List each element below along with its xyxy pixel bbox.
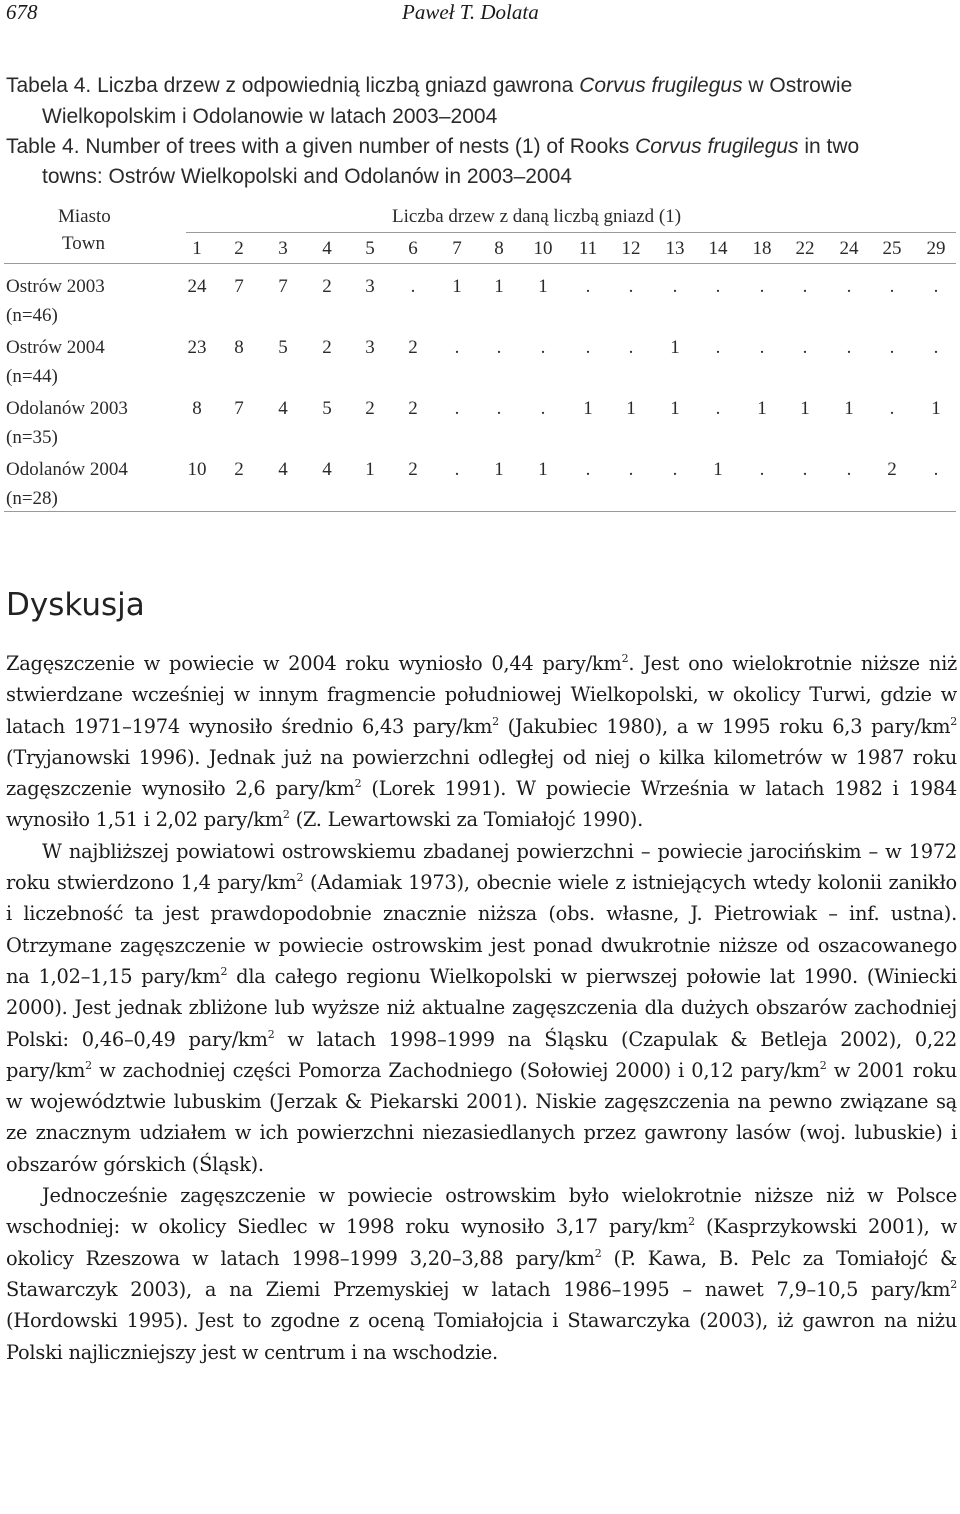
table-cell: 1	[670, 398, 680, 419]
paragraph-text: (Adamiak 1973), obecnie wiele z istniejących wtedy kolonii zanikło i liczebność ta jest prawdopodobnie znacznie niższa (obs. własne, J. Pietrowiak – inf. ustna). Otrzymane zagęszczenie w powiecie ostrowskim jest ponad dwukrotnie niższe od oszacowanego na 1,02–1,15 pary/km	[6, 871, 957, 988]
table-cell: .	[846, 276, 852, 297]
table-cell: .	[846, 337, 852, 358]
page-number: 678	[6, 0, 38, 24]
table-cell: .	[846, 459, 852, 480]
column-header: 2	[234, 238, 244, 259]
superscript: 2	[688, 1215, 695, 1229]
table-cell: 2	[408, 398, 418, 419]
table-cell: .	[889, 276, 895, 297]
table-cell: 2	[234, 459, 244, 480]
paragraph-text: Jednocześnie zagęszczenie w powiecie ostrowskim było wielokrotnie niższe niż w Polsce wschodniej: w okolicy Siedlec w 1998 roku wynosiło 3,17 pary/km	[6, 1184, 957, 1239]
column-header: 25	[882, 238, 902, 259]
row-label: Ostrów 2003	[6, 276, 105, 297]
table-cell: 1	[626, 398, 636, 419]
page-header	[0, 0, 960, 30]
discussion-text	[6, 648, 957, 1368]
table-cell: 4	[322, 459, 332, 480]
group-header: Liczba drzew z daną liczbą gniazd (1)	[392, 206, 682, 227]
table-cell: 1	[844, 398, 854, 419]
table-cell: 1	[583, 398, 593, 419]
table-cell: .	[454, 459, 460, 480]
paragraph-text: (Jakubiec 1980), a w 1995 roku 6,3 pary/km	[498, 714, 951, 738]
table-cell: .	[628, 459, 634, 480]
paragraph-text: (Kasprzykowski 2001), w okolicy Rzeszowa w latach 1998–1999 3,20–3,88 pary/km	[6, 1215, 957, 1270]
table-cell: .	[933, 459, 939, 480]
table-cell: 2	[365, 398, 375, 419]
paragraph-text: Zagęszczenie w powiecie w 2004 roku wyniosło 0,44 pary/km	[6, 652, 622, 675]
table-cell: .	[889, 398, 895, 419]
table-cell: 1	[365, 459, 375, 480]
caption-en-line-1: Table 4. Number of trees with a given number of nests (1) of Rooks Corvus frugilegus in two	[6, 135, 860, 158]
column-header: 22	[795, 238, 815, 259]
table-cell: .	[585, 459, 591, 480]
row-sample-size: (n=35)	[6, 427, 58, 448]
column-header: 7	[452, 238, 462, 259]
table-cell: 1	[713, 459, 723, 480]
row-label: Odolanów 2003	[6, 398, 128, 419]
table-cell: .	[759, 459, 765, 480]
superscript: 2	[950, 1277, 957, 1291]
table-cell: .	[802, 459, 808, 480]
superscript: 2	[621, 652, 629, 665]
column-header: 12	[621, 238, 641, 259]
caption-pl-line-1: Tabela 4. Liczba drzew z odpowiednią liczbą gniazd gawrona Corvus frugilegus w Ostrowie	[6, 74, 853, 97]
table-cell: 2	[322, 337, 332, 358]
table-cell: .	[410, 276, 416, 297]
column-header: 24	[839, 238, 859, 259]
table-cell: 23	[187, 337, 207, 358]
table-cell: 1	[538, 459, 548, 480]
column-header: 8	[494, 238, 504, 259]
table-cell: 1	[757, 398, 767, 419]
table-cell: .	[759, 276, 765, 297]
row-header-pl: Miasto	[58, 206, 111, 227]
column-header: 13	[665, 238, 685, 259]
table-cell: 7	[278, 276, 288, 297]
paragraph-text: (P. Kawa, B. Pelc za Tomiałojć & Stawarczyk 2003), a na Ziemi Przemyskiej w latach 1986–1995 – nawet 7,9–10,5 pary/km	[6, 1246, 958, 1301]
section-heading: Dyskusja	[6, 587, 145, 623]
table-cell: 1	[670, 337, 680, 358]
table-cell: 2	[408, 459, 418, 480]
table-cell: 8	[234, 337, 244, 358]
paragraph-text: (Lorek 1991). W powiecie Września w latach 1982 i 1984 wynosiło 1,51 i 2,02 pary/km	[6, 777, 957, 832]
superscript: 2	[950, 714, 957, 728]
table-cell: 1	[452, 276, 462, 297]
table-cell: .	[454, 337, 460, 358]
column-header: 11	[578, 238, 598, 259]
superscript: 2	[354, 777, 362, 791]
row-header-en: Town	[62, 233, 106, 254]
column-header: 5	[365, 238, 375, 259]
paragraph	[6, 1180, 957, 1368]
column-header: 6	[408, 238, 418, 259]
table-cell: 7	[234, 276, 244, 297]
column-header: 10	[533, 238, 553, 259]
paragraph-text: (Hordowski 1995). Jest to zgodne z oceną Tomiałojcia i Stawarczyka (2003), iż gawron na niżu Polski najliczniejszy jest w centrum i na wschodzie.	[6, 1309, 957, 1364]
superscript: 2	[85, 1058, 92, 1072]
table-cell: 10	[187, 459, 207, 480]
paragraph-text: (Tryjanowski 1996). Jednak już na powierzchni odległej od niej o kilka kilometrów w 1987 roku zagęszczenie wynosiło 2,6 pary/km	[6, 745, 957, 801]
table-cell: .	[540, 337, 546, 358]
table-cell: .	[628, 337, 634, 358]
table-cell: 24	[187, 276, 207, 297]
table-cell: 1	[494, 459, 504, 480]
column-header: 4	[322, 238, 332, 259]
paragraph-text: w 2001 roku w województwie lubuskim (Jerzak & Piekarski 2001). Niskie zagęszczenia na pewno związane są ze znacznym udziałem w ich powierzchni niezasiedlanych przez gawrony lasów (woj. lubuskie) i obszarów górskich (Śląsk).	[6, 1058, 957, 1176]
table-cell: .	[540, 398, 546, 419]
column-header: 29	[926, 238, 946, 259]
table-cell: .	[496, 398, 502, 419]
caption-en-line-2: towns: Ostrów Wielkopolski and Odolanów in 2003–2004	[42, 165, 572, 188]
table-cell: 1	[800, 398, 810, 419]
table-cell: .	[585, 337, 591, 358]
table-cell: 2	[322, 276, 332, 297]
table-cell: .	[454, 398, 460, 419]
row-label: Ostrów 2004	[6, 337, 105, 358]
superscript: 2	[267, 1027, 275, 1041]
table-cell: .	[802, 276, 808, 297]
table-cell: .	[585, 276, 591, 297]
nests-table	[0, 200, 960, 520]
caption-pl-species: Corvus frugilegus	[579, 74, 743, 97]
row-sample-size: (n=28)	[6, 488, 58, 509]
paragraph-text: w zachodniej części Pomorza Zachodniego (Sołowiej 2000) i 0,12 pary/km	[91, 1058, 820, 1082]
caption-pl-line-2: Wielkopolskim i Odolanowie w latach 2003–2004	[42, 105, 498, 128]
table-cell: 4	[278, 398, 288, 419]
superscript: 2	[220, 964, 228, 978]
table-cell: 8	[192, 398, 202, 419]
table-cell: 2	[408, 337, 418, 358]
superscript: 2	[296, 871, 304, 885]
table-cell: .	[715, 276, 721, 297]
header-bottom-rule	[4, 263, 956, 264]
table-cell: 4	[278, 459, 288, 480]
table-cell: .	[672, 276, 678, 297]
paragraph-text: . Jest ono wielokrotnie niższe niż stwierdzane wcześniej w innym fragmencie południowej Wielkopolski, w okolicy Turwi, gdzie w latach 1971–1974 wynosiło średnio 6,43 pary/km	[6, 652, 957, 738]
paragraph-text: w latach 1998–1999 na Śląsku (Czapulak & Betleja 2002), 0,22 pary/km	[6, 1027, 958, 1082]
table-cell: 5	[278, 337, 288, 358]
table-cell: .	[496, 337, 502, 358]
table-cell: .	[933, 276, 939, 297]
table-cell: 1	[494, 276, 504, 297]
paragraph	[6, 648, 957, 836]
superscript: 2	[594, 1246, 602, 1260]
table-cell: 3	[365, 276, 375, 297]
paragraph-text: W najbliższej powiatowi ostrowskiemu zbadanej powierzchni – powiecie jarocińskim – w 1972 roku stwierdzono 1,4 pary/km	[6, 839, 957, 895]
paragraph-text: (Z. Lewartowski za Tomiałojć 1990).	[289, 808, 644, 832]
paragraph	[6, 836, 957, 1180]
table-cell: .	[802, 337, 808, 358]
table-bottom-rule	[4, 511, 956, 512]
table-cell: 1	[931, 398, 941, 419]
row-sample-size: (n=44)	[6, 366, 58, 387]
caption-en-species: Corvus frugilegus	[635, 135, 799, 158]
table-cell: .	[672, 459, 678, 480]
running-head: Paweł T. Dolata	[402, 0, 539, 24]
row-label: Odolanów 2004	[6, 459, 128, 480]
superscript: 2	[819, 1058, 827, 1072]
header-rule	[186, 232, 956, 233]
table-cell: 3	[365, 337, 375, 358]
table-cell: .	[715, 398, 721, 419]
table-cell: 1	[538, 276, 548, 297]
superscript: 2	[492, 714, 499, 728]
table-cell: 2	[887, 459, 897, 480]
column-header: 1	[192, 238, 202, 259]
table-cell: .	[889, 337, 895, 358]
table-cell: .	[628, 276, 634, 297]
superscript: 2	[282, 808, 290, 822]
row-sample-size: (n=46)	[6, 305, 58, 326]
table-cell: 7	[234, 398, 244, 419]
column-header: 3	[278, 238, 288, 259]
table-cell: 5	[322, 398, 332, 419]
paragraph-text: dla całego regionu Wielkopolski w pierwszej połowie lat 1990. (Winiecki 2000). Jest jednak zbliżone lub wyższe niż aktualne zagęszczenia dla dużych obszarów zachodniej Polski: 0,46–0,49 pary/km	[6, 964, 957, 1051]
column-header: 18	[752, 238, 772, 259]
table-cell: .	[715, 337, 721, 358]
table-cell: .	[933, 337, 939, 358]
table-cell: .	[759, 337, 765, 358]
column-header: 14	[708, 238, 728, 259]
